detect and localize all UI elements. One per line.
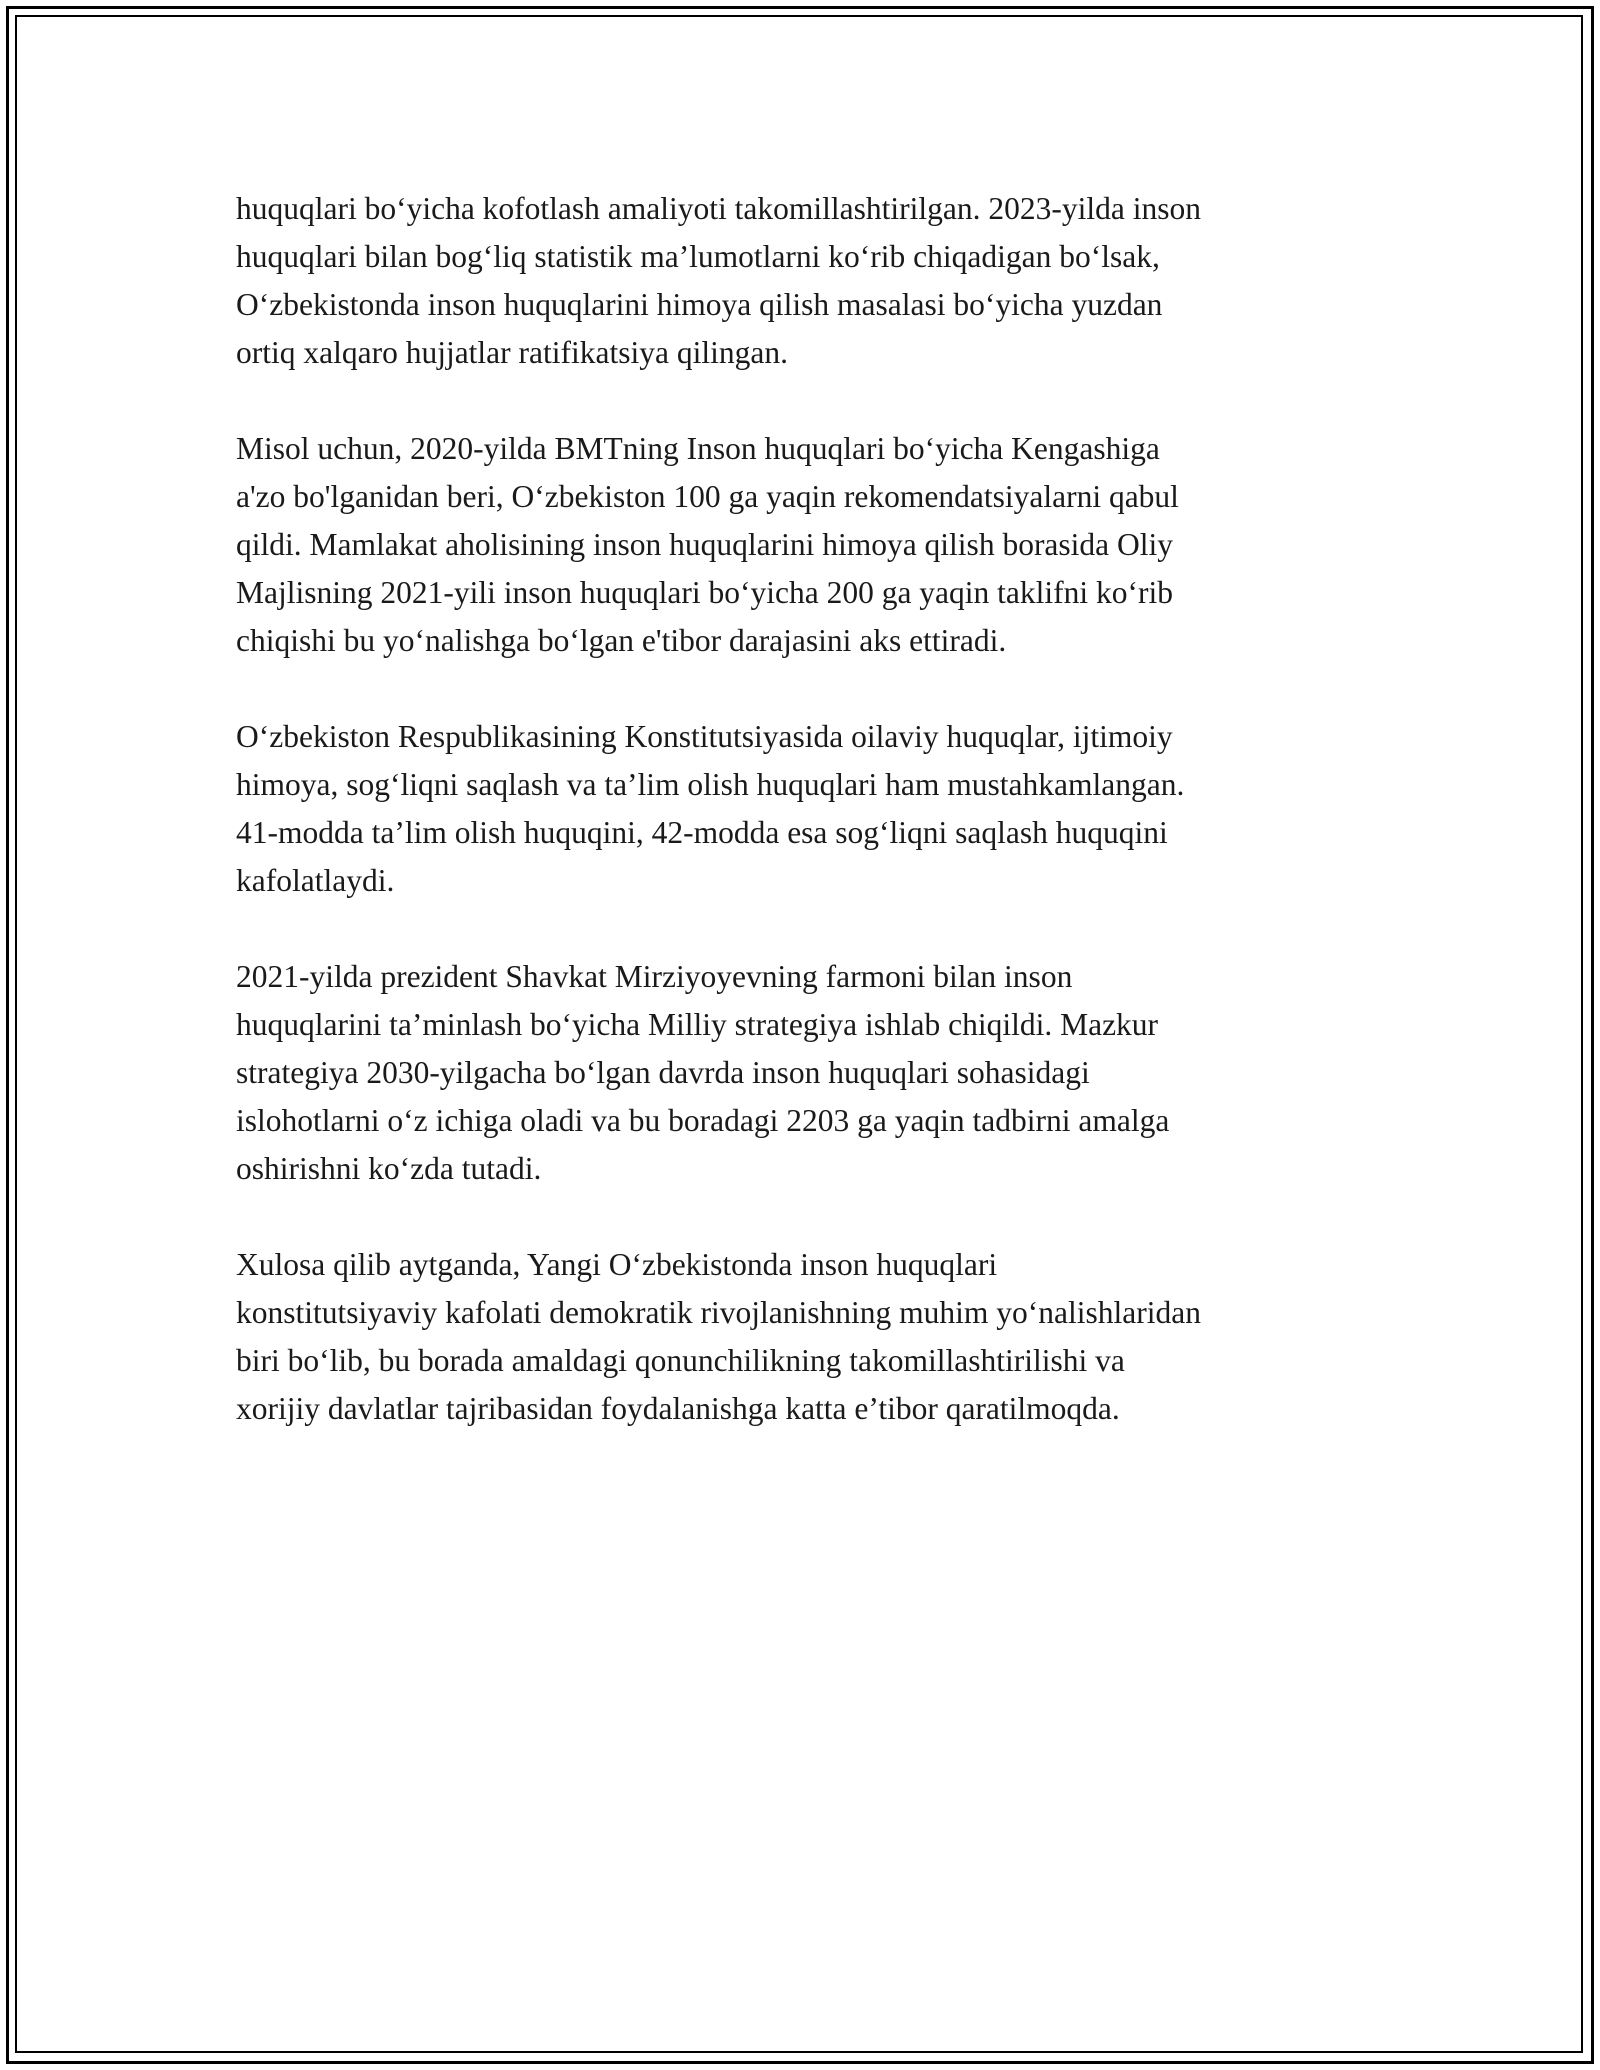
paragraph-4: 2021-yilda prezident Shavkat Mirziyoyevning farmoni bilan inson huquqlarini ta’minlash bo‘yicha Milliy strategiya ishlab chiqildi. Mazkur strategiya 2030-yilgacha bo‘lgan davrda inson huquqlari sohasidagi islohotlarni o‘z ichiga oladi va bu boradagi 2203 ga yaqin tadbirni amalga oshirishni ko‘zda tutadi.	[236, 959, 1170, 1186]
paragraph-2: Misol uchun, 2020-yilda BMTning Inson huquqlari bo‘yicha Kengashiga a'zo bo'lganidan beri, O‘zbekiston 100 ga yaqin rekomendatsiyalarni qabul qildi. Mamlakat aholisining inson huquqlarini himoya qilish borasida Oliy Majlisning 2021-yili inson huquqlari bo‘yicha 200 ga yaqin taklifni ko‘rib chiqishi bu yo‘nalishga bo‘lgan e'tibor darajasini aks ettiradi.	[236, 431, 1179, 658]
paragraph-1: huquqlari bo‘yicha kofotlash amaliyoti takomillashtirilgan. 2023-yilda inson huquqlari bilan bog‘liq statistik ma’lumotlarni ko‘rib chiqadigan bo‘lsak, O‘zbekistonda inson huquqlarini himoya qilish masalasi bo‘yicha yuzdan ortiq xalqaro hujjatlar ratifikatsiya qilingan.	[236, 191, 1201, 370]
paragraph-3: O‘zbekiston Respublikasining Konstitutsiyasida oilaviy huquqlar, ijtimoiy himoya, sog‘liqni saqlash va ta’lim olish huquqlari ham mustahkamlangan. 41-modda ta’lim olish huquqini, 42-modda esa sog‘liqni saqlash huquqini kafolatlaydi.	[236, 719, 1185, 898]
document-body	[236, 185, 1366, 1481]
paragraph-5: Xulosa qilib aytganda, Yangi O‘zbekistonda inson huquqlari konstitutsiyaviy kafolati demokratik rivojlanishning muhim yo‘nalishlaridan biri bo‘lib, bu borada amaldagi qonunchilikning takomillashtirilishi va xorijiy davlatlar tajribasidan foydalanishga katta e’tibor qaratilmoqda.	[236, 1247, 1201, 1426]
